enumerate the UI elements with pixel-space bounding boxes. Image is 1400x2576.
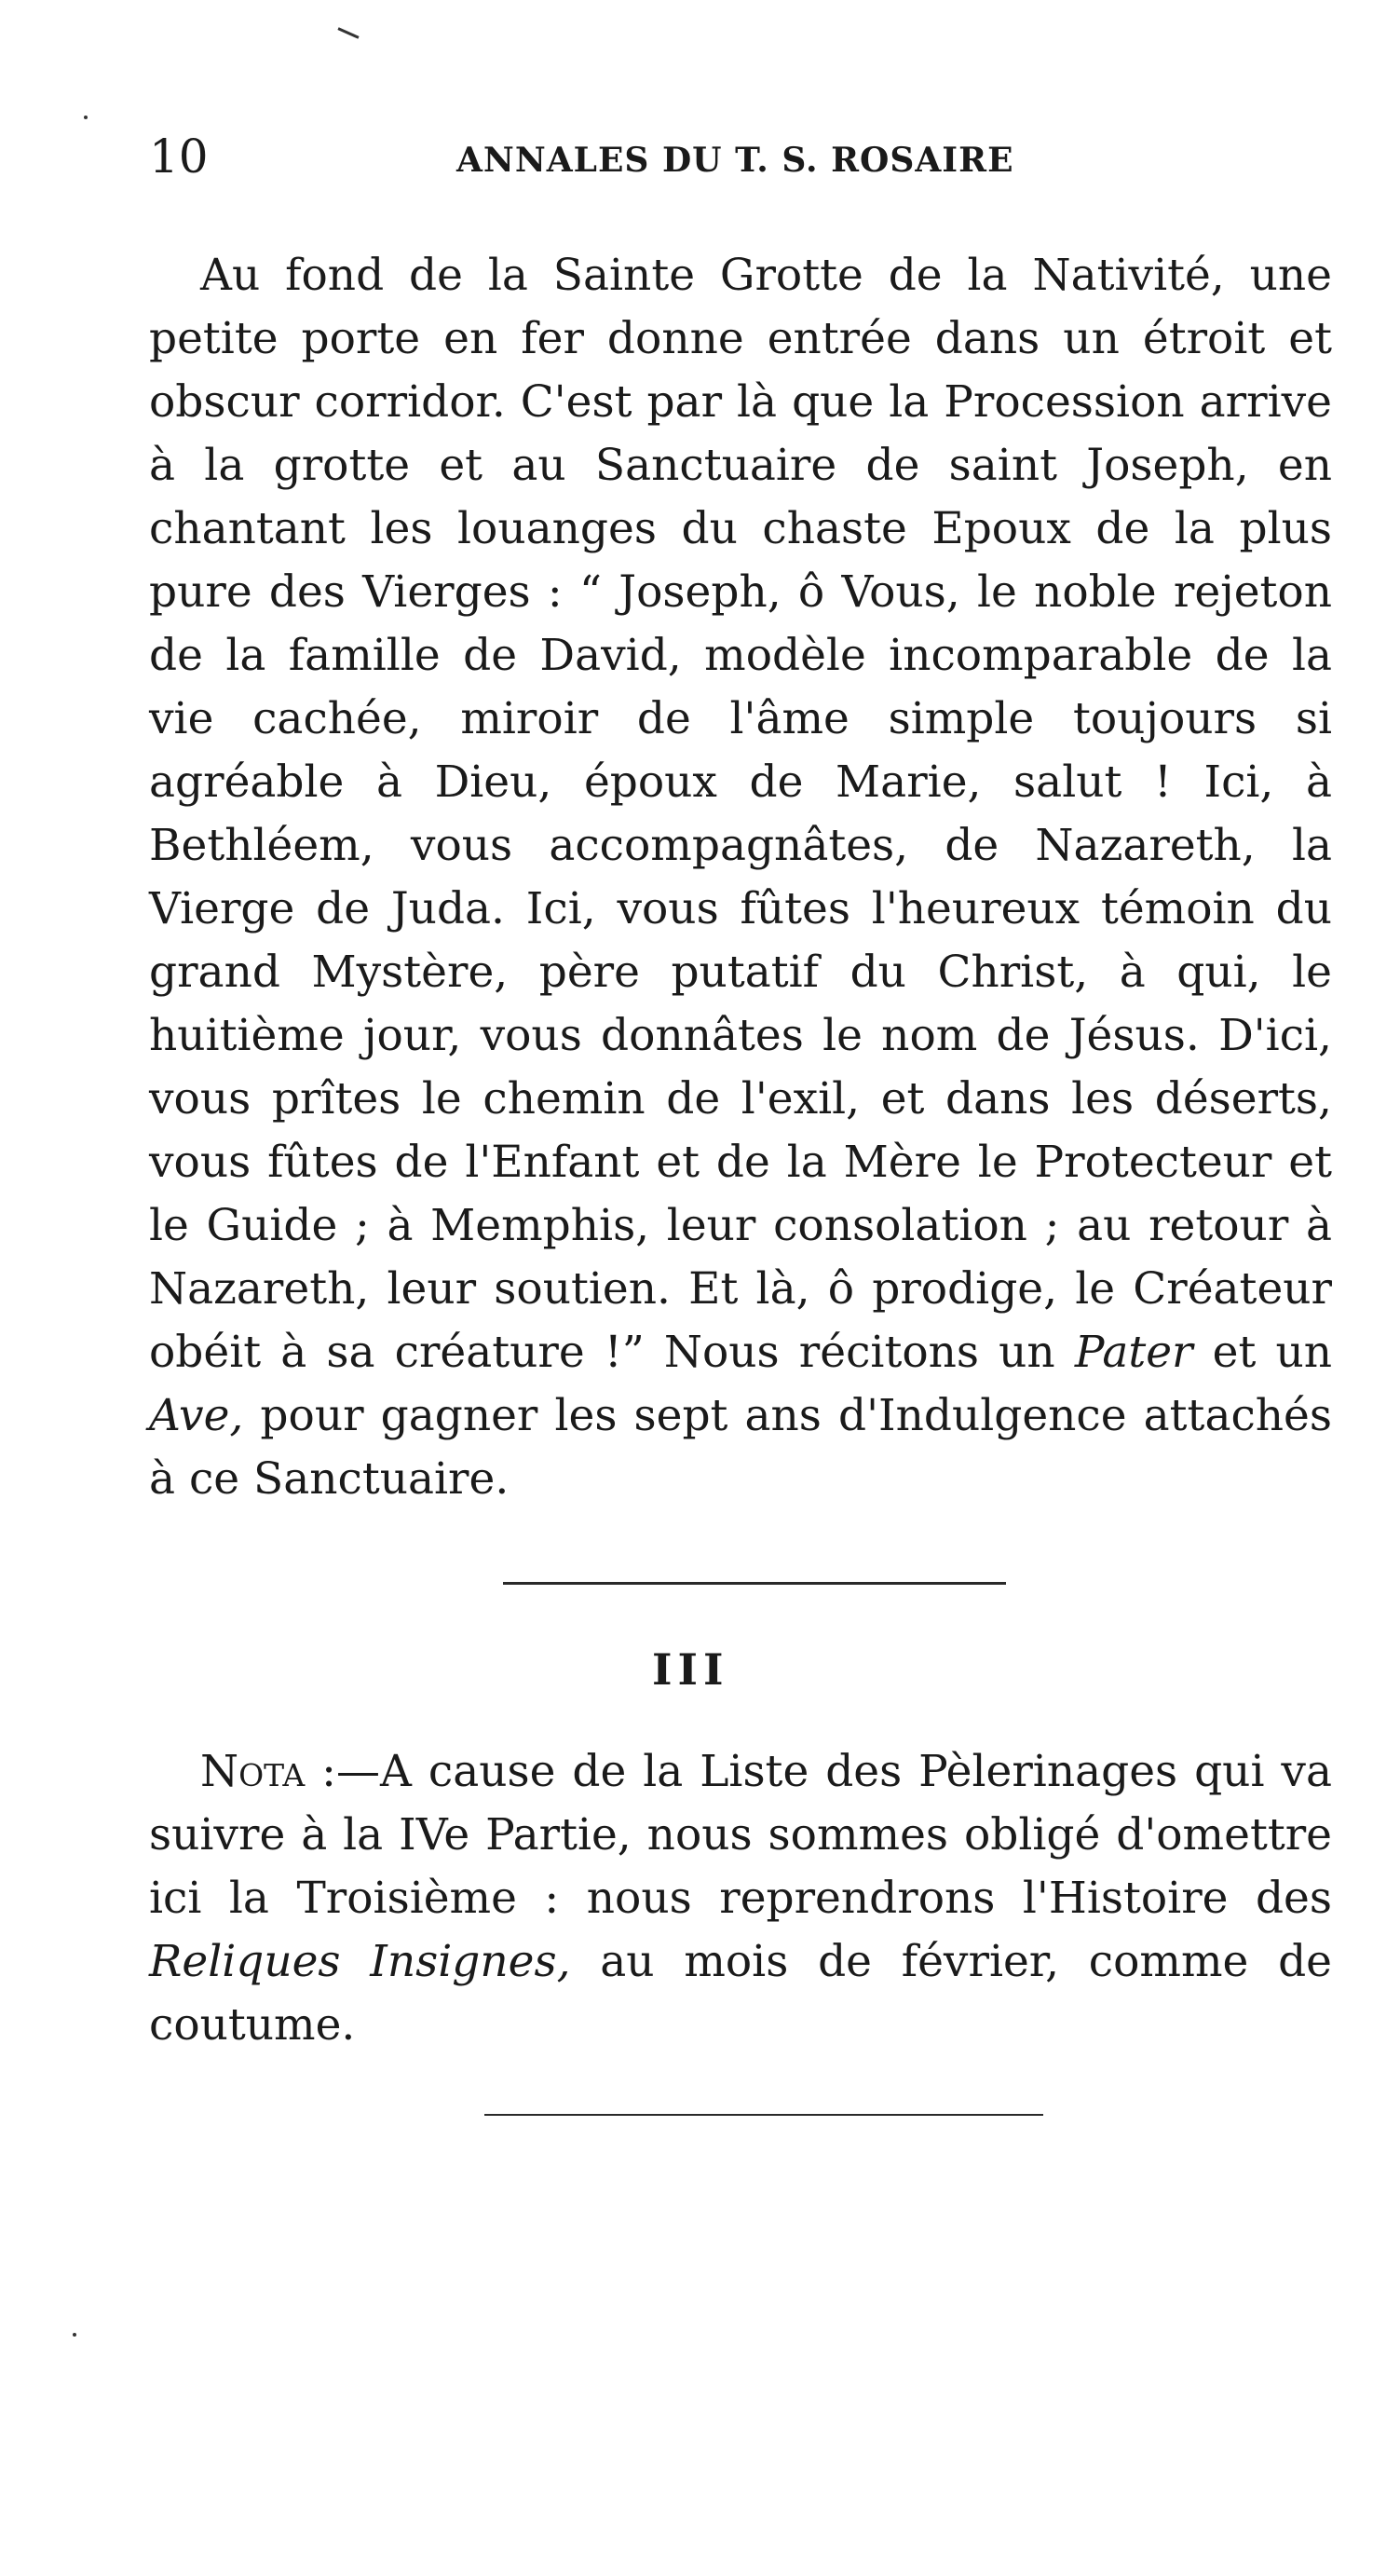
paragraph-1-tail: pour gagner les sept ans d'Indulgence attachés à ce Sanctuaire. <box>149 1390 1332 1505</box>
reliques-insignes: Reliques Insignes, <box>149 1936 571 1987</box>
section-numeral: III <box>652 1644 729 1695</box>
page-header <box>149 129 1323 184</box>
paragraph-2-text-1: :—A cause de la Liste des Pèlerinages qui va suivre à la IVe Partie, nous sommes obligé d'omettre ici la Troisième : nous reprendrons l'Histoire des <box>149 1746 1332 1924</box>
end-divider <box>484 2114 1043 2116</box>
stray-dot <box>84 116 88 119</box>
paragraph-1-mid: et un <box>1192 1327 1333 1378</box>
stray-mark <box>337 27 359 39</box>
ave-word: Ave, <box>149 1390 244 1441</box>
pater-word: Pater <box>1074 1327 1193 1378</box>
nota-label: Nota <box>200 1746 306 1797</box>
paragraph-1 <box>149 244 1332 1511</box>
paragraph-2 <box>149 1740 1332 2057</box>
running-title: ANNALES DU T. S. ROSAIRE <box>456 141 1014 180</box>
paragraph-1-text: Au fond de la Sainte Grotte de la Nativité, une petite porte en fer donne entrée dans un étroit et obscur corridor. C'est par là que la Procession arrive à la grotte et au Sanctuaire de saint Joseph, en chantant les louanges du chaste Epoux de la plus pure des Vierges : “ Joseph, ô Vous, le noble rejeton de la famille de David, modèle incomparable de la vie cachée, miroir de l'âme simple toujours si agréable à Dieu, époux de Marie, salut ! Ici, à Bethléem, vous accompagnâtes, de Nazareth, la Vierge de Juda. Ici, vous fûtes l'heureux témoin du grand Mystère, père putatif du Christ, à qui, le huitième jour, vous donnâtes le nom de Jésus. D'ici, vous prîtes le chemin de l'exil, et dans les déserts, vous fûtes de l'Enfant et de la Mère le Protecteur et le Guide ; à Memphis, leur consolation ; au retour à Nazareth, leur soutien. Et là, ô prodige, le Créateur obéit à sa créature !” Nous récitons un <box>149 250 1332 1378</box>
section-divider <box>503 1582 1006 1585</box>
paragraph-2-text-2: au mois de février, comme de coutume. <box>149 1936 1333 2051</box>
stray-dot <box>73 2333 76 2337</box>
page-number: 10 <box>149 129 209 184</box>
